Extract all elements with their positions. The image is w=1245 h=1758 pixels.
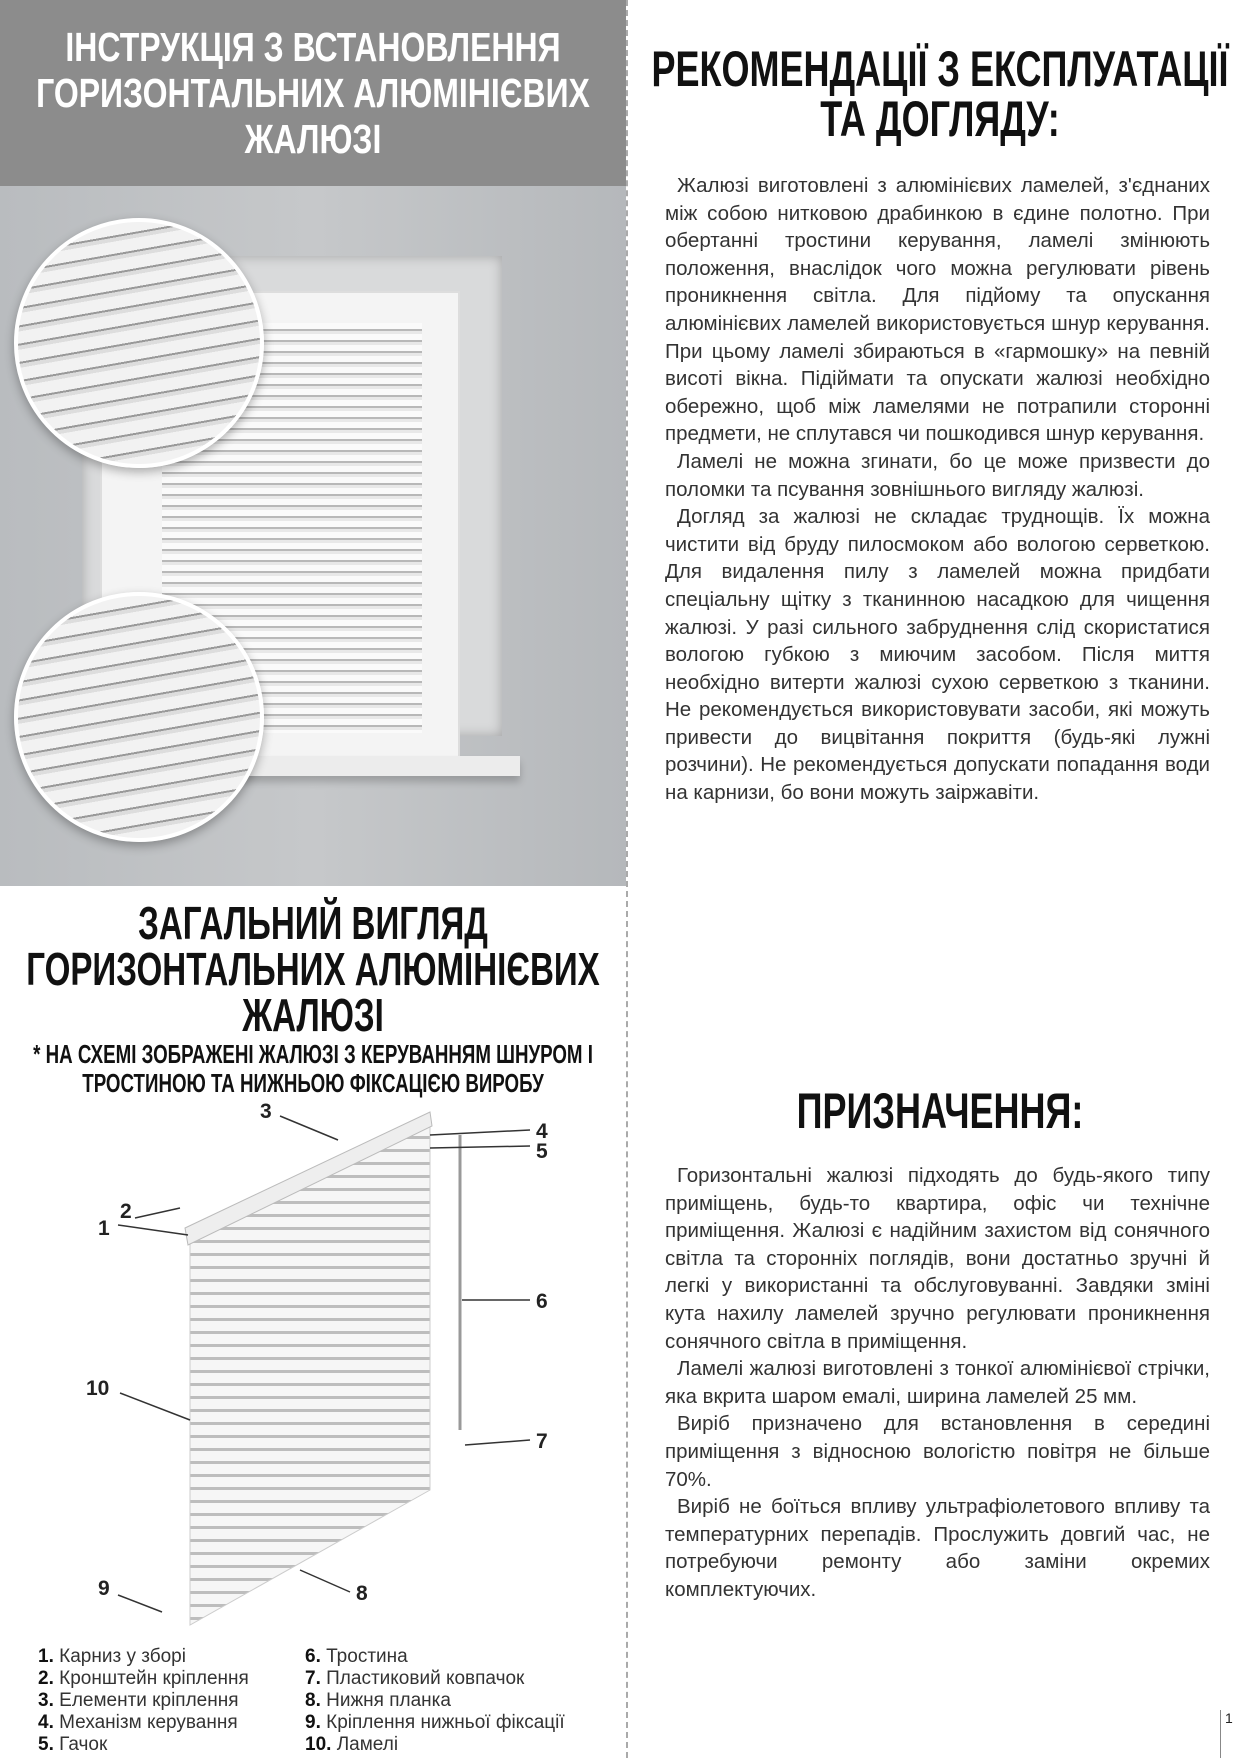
legend-item: 5. Гачок <box>38 1734 108 1755</box>
overview-title: ЗАГАЛЬНИЙ ВИГЛЯД ГОРИЗОНТАЛЬНИХ АЛЮМІНІЄВИХ ЖАЛЮЗІ <box>26 897 600 1041</box>
page-number: 1 <box>1220 1710 1233 1758</box>
label-3: 3 <box>260 1100 272 1123</box>
label-8: 8 <box>356 1582 368 1605</box>
overview-note: * НА СХЕМІ ЗОБРАЖЕНІ ЖАЛЮЗІ З КЕРУВАННЯМ ШНУРОМ І ТРОСТИНОЮ ТА НИЖНЬОЮ ФІКСАЦІЄЮ ВИРОБУ <box>33 1039 593 1098</box>
legend-item: 8. Нижня планка <box>305 1690 451 1711</box>
legend-item: 3. Елементи кріплення <box>38 1690 239 1711</box>
legend-item: 9. Кріплення нижньої фіксації <box>305 1712 565 1733</box>
legend-item: 4. Механізм керування <box>38 1712 238 1733</box>
care-text: Жалюзі виготовлені з алюмінієвих ламелей, з'єднаних між собою нитковою драбинкою в єдине полотно. При обертанні тростини керування, ламелі змінюють положення, внаслідок чого можна регулювати рівень проникнення світла. Для підйому та опускання алюмінієвих ламелей використовується шнур керування. При цьому ламелі збираються в «гармошку» на певній висоті вікна. Підіймати та опускати жалюзі необхідно обережно, щоб між ламелями не потрапили сторонні предмети, не сплутався чи пошкодився шнур керування. Ламелі не можна згинати, бо це може призвести до поломки та псування зовнішнього вигляду жалюзі. Догляд за жалюзі не складає труднощів. Їх можна чистити від бруду пилосмоком або вологою серветкою. Для видалення пилу з ламелей можна придбати спеціальну щітку з тканинною насадкою для чищення жалюзі. У разі сильного забруднення слід скористатися вологою губкою з миючим засобом. Після миття необхідно витерти жалюзі сухою серветкою з тканини. Не рекомендується використовувати засоби, які можуть привести до вицвітання покриття (будь-які лужні розчини). Не рекомендується допускати попадання води на карнизи, бо вони можуть заіржавіти. <box>665 174 1210 805</box>
window-blinds-photo <box>0 186 626 886</box>
label-7: 7 <box>536 1430 548 1453</box>
purpose-title: ПРИЗНАЧЕННЯ: <box>796 1083 1084 1139</box>
blinds-diagram <box>0 1100 626 1640</box>
legend-col-1 <box>38 1646 249 1756</box>
legend-item: 7. Пластиковий ковпачок <box>305 1668 525 1689</box>
care-title: РЕКОМЕНДАЦІЇ З ЕКСПЛУАТАЦІЇ ТА ДОГЛЯДУ: <box>651 41 1229 147</box>
install-header <box>0 0 626 186</box>
legend-item: 1. Карниз у зборі <box>38 1646 186 1667</box>
label-5: 5 <box>536 1140 548 1163</box>
column-divider <box>626 0 628 1758</box>
label-9: 9 <box>98 1577 110 1600</box>
legend-col-2 <box>305 1646 565 1756</box>
label-2: 2 <box>120 1200 132 1223</box>
label-4: 4 <box>536 1120 548 1143</box>
label-6: 6 <box>536 1290 548 1313</box>
install-title: ІНСТРУКЦІЯ З ВСТАНОВЛЕННЯ ГОРИЗОНТАЛЬНИХ АЛЮМІНІЄВИХ ЖАЛЮЗІ <box>36 24 590 162</box>
detail-inset-bottom <box>14 592 264 842</box>
slats <box>190 1120 430 1625</box>
label-10: 10 <box>86 1377 110 1400</box>
legend-item: 6. Тростина <box>305 1646 408 1667</box>
legend-item: 10. Ламелі <box>305 1734 399 1755</box>
detail-inset-top <box>14 218 264 468</box>
purpose-text: Горизонтальні жалюзі підходять до будь-якого типу приміщень, будь-то квартира, офіс чи технічне приміщення. Жалюзі є надійним захистом від сонячного світла та сторонніх поглядів, вони достатньо зручні й легкі у використанні та обслуговуванні. Завдяки зміні кута нахилу ламелей зручно регулювати проникнення сонячного світла в приміщення. Ламелі жалюзі виготовлені з тонкої алюмінієвої стрічки, яка вкрита шаром емалі, ширина ламелей 25 мм. Виріб призначено для встановлення в середині приміщення з відносною вологістю повітря не більше 70%. Виріб не боїться впливу ультрафіолетового впливу та температурних перепадів. Прослужить довгий час, не потребуючи ремонту або заміни окремих комплектуючих. <box>665 1164 1210 1601</box>
label-1: 1 <box>98 1217 110 1240</box>
legend-item: 2. Кронштейн кріплення <box>38 1668 249 1689</box>
